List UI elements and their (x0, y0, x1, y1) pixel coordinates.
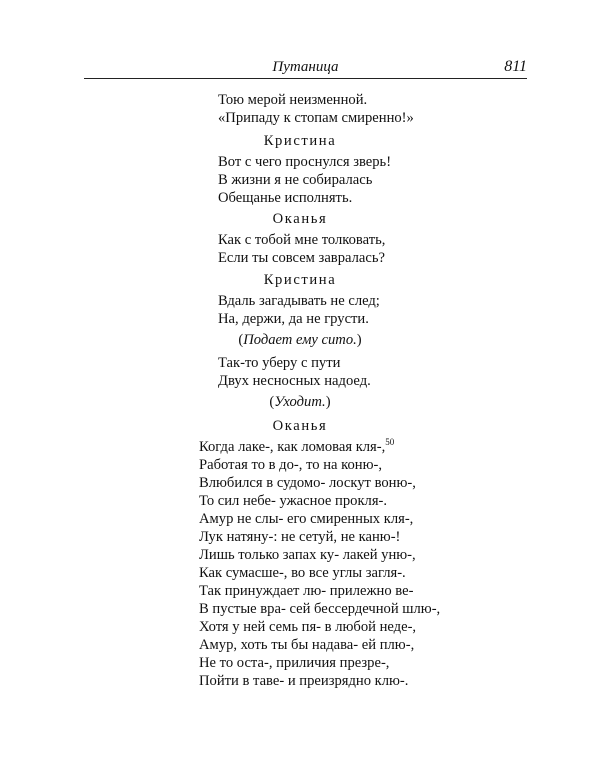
verse-line: Как с тобой мне толковать, (218, 232, 386, 248)
verse-line: То сил небе- ужасное прокля-. (199, 493, 388, 509)
verse-line: В жизни я не собиралась (218, 172, 373, 188)
running-title: Путаница (272, 59, 339, 75)
header-rule (84, 78, 527, 79)
page-number: 811 (504, 58, 527, 75)
verse-line: Если ты совсем завралась? (218, 250, 385, 266)
verse-line: В пустые вра- сей бессердечной шлю-, (199, 601, 441, 617)
verse-line: Работая то в до-, то на коню-, (199, 457, 382, 473)
verse-line: Двух несносных надоед. (218, 373, 371, 389)
verse-line: Как сумасше-, во все углы загля-. (199, 565, 406, 581)
verse-line: «Припаду к стопам смиренно!» (218, 110, 414, 126)
verse-line: Так принуждает лю- прилежно ве- (199, 583, 414, 599)
verse-line: Амур не слы- его смиренных кля-, (199, 511, 414, 527)
verse-line: Тою мерой неизменной. (218, 92, 368, 108)
verse-line: Вот с чего проснулся зверь! (218, 154, 392, 170)
verse-line: Лишь только запах ку- лакей уню-, (199, 547, 416, 563)
verse-line: Не то оста-, приличия презре-, (199, 655, 390, 671)
stage-direction: (Подает ему сито.) (238, 332, 362, 348)
verse-line: Хотя у ней семь пя- в любой неде-, (199, 619, 417, 635)
speaker-name: Оканья (272, 211, 328, 227)
verse-line: Когда лаке-, как ломовая кля-,$^{50}$ (199, 437, 395, 455)
verse-line: Вдаль загадывать не след; (218, 293, 380, 309)
speaker-name: Кристина (263, 272, 337, 288)
footnote-mark: 50 (385, 437, 395, 447)
verse-line: Лук натяну-: не сетуй, не каню-! (199, 529, 401, 545)
verse-line: Влюбился в судомо- лоскут воню-, (199, 475, 416, 491)
running-header (84, 55, 527, 77)
verse-line: На, держи, да не грусти. (218, 311, 369, 327)
verse-line: Так-то уберу с пути (218, 355, 341, 371)
verse-line: Пойти в таве- и преизрядно клю-. (199, 673, 409, 689)
speaker-name: Оканья (272, 418, 328, 434)
verse-line: Амур, хоть ты бы надава- ей плю-, (199, 637, 415, 653)
speaker-name: Кристина (263, 133, 337, 149)
verse-line: Обещанье исполнять. (218, 190, 353, 206)
stage-direction: (Уходит.) (269, 394, 331, 410)
